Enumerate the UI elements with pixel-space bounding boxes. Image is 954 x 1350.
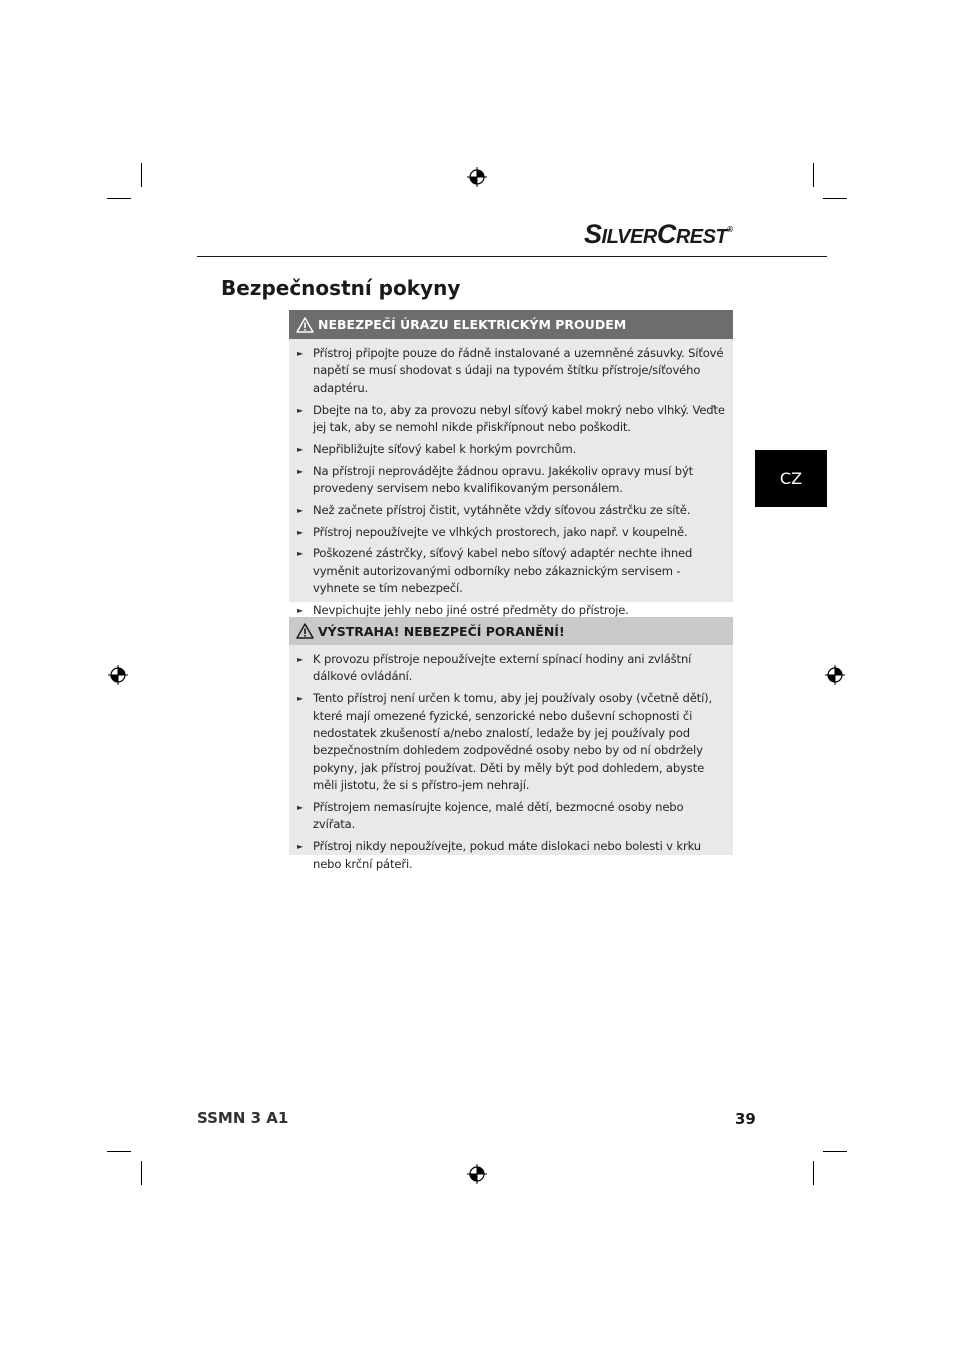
registration-mark-icon bbox=[467, 1164, 487, 1184]
list-item: ► Poškozené zástrčky, síťový kabel nebo síťový adaptér nechte ihned vyměnit autorizovanými odborníky nebo zákaznickým servisem - vyhnete se tím nebezpečí. bbox=[297, 546, 693, 596]
list-item: ► Přístroj nikdy nepoužívejte, pokud máte dislokaci nebo bolesti v krku nebo krční páteři. bbox=[297, 839, 702, 871]
list-item: ► Přístrojem nemasírujte kojence, malé dětí, bezmocné osoby nebo zvířata. bbox=[297, 800, 684, 832]
bullet-arrow-icon: ► bbox=[297, 549, 304, 559]
warning-triangle-icon bbox=[296, 623, 314, 639]
list-item: ► Tento přístroj není určen k tomu, aby jej používaly osoby (včetně dětí), které mají omezené fyzické, senzorické nebo duševní schopnosti či nedostatek zkušeností a/nebo znalostí, ledaže by jej používaly pod bezpečnostním dohledem zodpovědné osoby nebo by od ní obdržely pokyny, jak přístroj používat. Děti by měly být pod dohledem, abyste měli jistotu, že si s přístro-jem nehrají. bbox=[297, 691, 713, 793]
crop-mark bbox=[813, 1161, 814, 1185]
warning-triangle-icon bbox=[296, 317, 314, 333]
crop-mark bbox=[141, 163, 142, 187]
warning-heading-text: NEBEZPEČÍ ÚRAZU ELEKTRICKÝM PROUDEM bbox=[318, 317, 627, 332]
crop-mark bbox=[823, 1151, 847, 1152]
bullet-arrow-icon: ► bbox=[297, 405, 304, 415]
bullet-arrow-icon: ► bbox=[297, 606, 304, 616]
bullet-arrow-icon: ► bbox=[297, 842, 304, 852]
list-item: ► Nevpichujte jehly nebo jiné ostré předměty do přístroje. bbox=[289, 602, 725, 619]
page-number: 39 bbox=[735, 1110, 756, 1128]
crop-mark bbox=[107, 1151, 131, 1152]
bullet-arrow-icon: ► bbox=[297, 349, 304, 358]
bullet-arrow-icon: ► bbox=[297, 694, 304, 704]
bullet-arrow-icon: ► bbox=[297, 505, 304, 515]
header-rule bbox=[197, 256, 827, 257]
list-item: ► Přístroj připojte pouze do řádně instalované a uzemněné zásuvky. Síťové napětí se musí shodovat s údaji na typovém štítku přístroje/síťového adaptéru. bbox=[297, 346, 724, 395]
language-tab bbox=[755, 450, 827, 507]
crop-mark bbox=[813, 163, 814, 187]
bullet-arrow-icon: ► bbox=[297, 655, 304, 664]
footer-model-number: SSMN 3 A1 bbox=[197, 1109, 289, 1127]
bullet-arrow-icon: ► bbox=[297, 444, 304, 454]
warning-list bbox=[289, 339, 733, 619]
registration-mark-icon bbox=[825, 665, 845, 685]
warning-box-electric-shock bbox=[289, 310, 733, 618]
crop-mark bbox=[823, 198, 847, 199]
crop-mark bbox=[141, 1161, 142, 1185]
crop-mark bbox=[107, 198, 131, 199]
page-title: Bezpečnostní pokyny bbox=[221, 276, 461, 300]
bullet-arrow-icon: ► bbox=[297, 803, 304, 813]
registration-mark-icon bbox=[108, 665, 128, 685]
list-item: ► Přístroj nepoužívejte ve vlhkých prostorech, jako např. v koupelně. bbox=[289, 524, 725, 541]
warning-list bbox=[289, 645, 733, 873]
list-item: ► K provozu přístroje nepoužívejte externí spínací hodiny ani zvláštní dálkové ovládání. bbox=[297, 652, 692, 684]
list-item: ► Nepřibližujte síťový kabel k horkým povrchům. bbox=[289, 441, 725, 458]
brand-logo: SILVERCREST® bbox=[584, 219, 733, 249]
bullet-arrow-icon: ► bbox=[297, 527, 304, 537]
list-item: ► Než začnete přístroj čistit, vytáhněte vždy síťovou zástrčku ze sítě. bbox=[289, 502, 725, 519]
warning-heading bbox=[289, 617, 733, 645]
warning-heading bbox=[289, 310, 733, 339]
language-tab-label: CZ bbox=[779, 469, 803, 488]
list-item: ► Dbejte na to, aby za provozu nebyl síťový kabel mokrý nebo vlhký. Veďte jej tak, aby se nemohl nikde přiskřípnout nebo poškodit. bbox=[297, 402, 725, 435]
warning-box-injury bbox=[289, 617, 733, 871]
registration-mark-icon bbox=[467, 167, 487, 187]
list-item: ► Na přístroji neprovádějte žádnou opravu. Jakékoliv opravy musí být provedeny servisem nebo kvalifikovaným personálem. bbox=[297, 463, 694, 496]
warning-heading-text: VÝSTRAHA! NEBEZPEČÍ PORANĚNÍ! bbox=[318, 623, 565, 639]
bullet-arrow-icon: ► bbox=[297, 466, 304, 476]
